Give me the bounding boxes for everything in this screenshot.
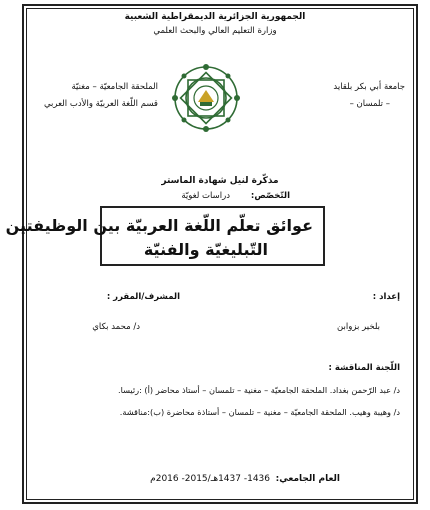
university-city: – تلمسان –	[349, 99, 390, 109]
prepared-label: إعداد :	[372, 292, 400, 302]
supervisor-label: المشرف/المقرر :	[106, 292, 180, 302]
specialization-value: دراسات لغويّة	[181, 191, 230, 201]
committee-member-2: د/ وهيبة وهيب. الملحقة الجامعيّة – مغنية – تلمسان – أستاذة محاضرة (ب):مناقشة.	[119, 407, 400, 417]
thesis-title-line-1: عوائق تعلّم اللّغة العربيّة بين الوظيفتين	[5, 216, 313, 235]
student-name: بلخير بزوابن	[337, 322, 380, 332]
supervisor-name: د/ محمد بكاي	[92, 322, 140, 332]
committee-member-1: د/ عبد الرّحمن بغداد. الملحقة الجامعيّة – مغنية – تلمسان – أستاذ محاضر (أ) :رئيسا.	[117, 385, 400, 395]
degree-line: مذكّرة لنيل شهادة الماستر	[161, 176, 279, 186]
thesis-title-box	[5, 206, 325, 266]
ministry-heading: وزارة التعليم العالي والبحث العلمي	[153, 26, 277, 36]
annex-name: الملحقة الجامعيّة – مغنيّة	[71, 82, 158, 92]
committee-label: اللّجنة المناقشة :	[328, 363, 400, 373]
thesis-title-line-2: التّبليغيّة والفنيّة	[143, 240, 268, 259]
department-name: قسم اللّغة العربيّة والأدب العربي	[43, 99, 158, 109]
specialization-label: التّخصّص:	[250, 191, 290, 201]
academic-year-label: العام الجامعي:	[275, 474, 340, 484]
republic-heading: الجمهورية الجزائرية الديمقراطية الشعبية	[124, 12, 306, 22]
academic-year-value: 1436- 1437هـ/2015- 2016م	[150, 474, 270, 484]
university-name: جامعة أبي بكر بلقايد	[333, 82, 405, 92]
university-logo	[170, 62, 242, 134]
